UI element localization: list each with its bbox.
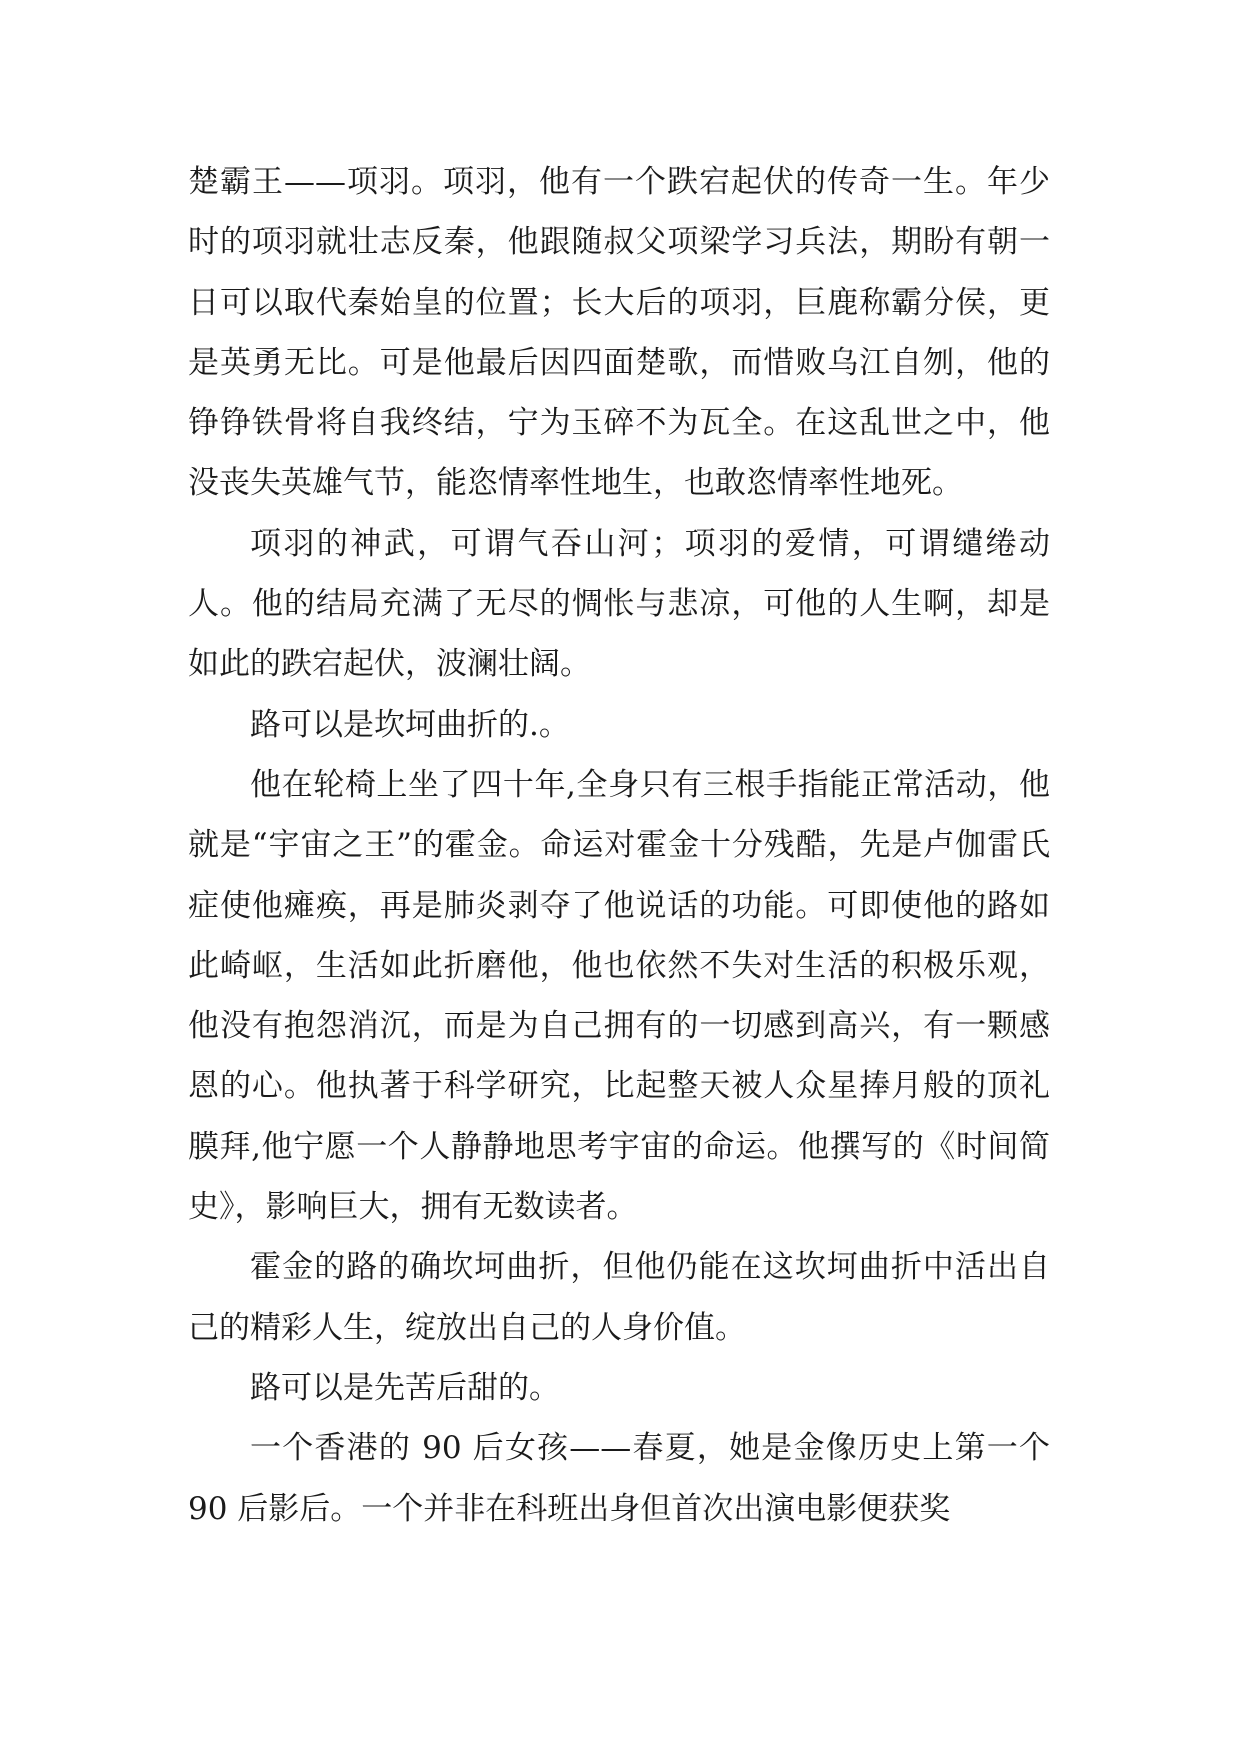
- paragraph-road-rugged: 路可以是坎坷曲折的.。: [250, 706, 570, 743]
- paragraph-xiang-yu-life: 楚霸王——项羽。项羽，他有一个跌宕起伏的传奇一生。年少时的项羽就壮志反秦，他跟随叔父项梁学习兵法，期盼有朝一日可以取代秦始皇的位置；长大后的项羽，巨鹿称霸分侯，更是英勇无比。可是他最后因四面楚歌，而惜败乌江自刎，他的铮铮铁骨将自我终结，宁为玉碎不为瓦全。在这乱世之中，他没丧失英雄气节，能恣情率性地生，也敢恣情率性地死。: [188, 164, 1050, 502]
- paragraph-xiang-yu-summary: 项羽的神武，可谓气吞山河；项羽的爱情，可谓缱绻动人。他的结局充满了无尽的惆怅与悲凉，可他的人生啊，却是如此的跌宕起伏，波澜壮阔。: [188, 525, 1050, 683]
- paragraph-chun-xia: 一个香港的 90 后女孩——春夏，她是金像历史上第一个 90 后影后。一个并非在科班出身但首次出演电影便获奖: [188, 1430, 1050, 1527]
- paragraph-hawking-life: 他在轮椅上坐了四十年,全身只有三根手指能正常活动，他就是“宇宙之王”的霍金。命运对霍金十分残酷，先是卢伽雷氏症使他瘫痪，再是肺炎剥夺了他说话的功能。可即使他的路如此崎岖，生活如此折磨他，他也依然不失对生活的积极乐观，他没有抱怨消沉，而是为自己拥有的一切感到高兴，有一颗感恩的心。他执著于科学研究，比起整天被人众星捧月般的顶礼膜拜,他宁愿一个人静静地思考宇宙的命运。他撰写的《时间简史》，影响巨大，拥有无数读者。: [188, 766, 1050, 1226]
- paragraph-road-bitter-sweet: 路可以是先苦后甜的。: [250, 1369, 560, 1406]
- document-body: [188, 152, 1050, 1539]
- paragraph-hawking-summary: 霍金的路的确坎坷曲折，但他仍能在这坎坷曲折中活出自己的精彩人生，绽放出自己的人身价值。: [188, 1249, 1050, 1346]
